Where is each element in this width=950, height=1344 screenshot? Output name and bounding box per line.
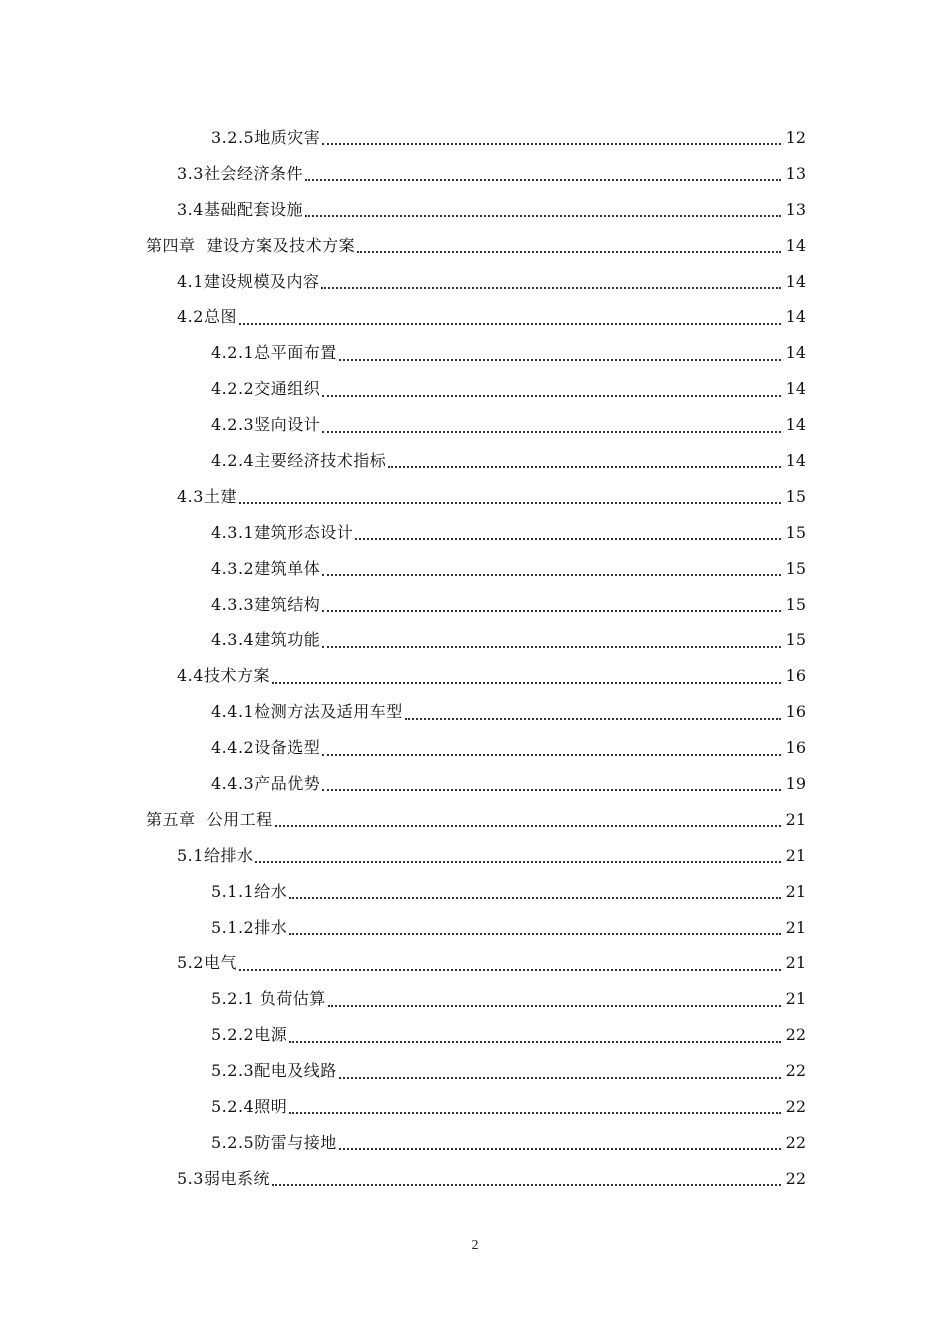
toc-entry-page: 14	[785, 379, 806, 399]
toc-entry-title: 4.4.3产品优势	[211, 773, 321, 793]
toc-entry[interactable]	[0, 838, 950, 874]
toc-entry-page: 16	[785, 702, 806, 722]
toc-entry-page: 21	[785, 809, 806, 829]
toc-dot-leader	[322, 788, 781, 791]
toc-entry[interactable]	[0, 694, 950, 730]
toc-dot-leader	[355, 537, 781, 540]
toc-entry-page: 15	[785, 486, 806, 506]
toc-entry-title: 5.2.4照明	[211, 1096, 288, 1116]
toc-entry-title: 4.2.4主要经济技术指标	[211, 450, 387, 470]
toc-entry-title: 5.2.1 负荷估算	[211, 989, 326, 1009]
toc-dot-leader	[275, 824, 781, 827]
toc-entry-page: 19	[785, 773, 806, 793]
toc-dot-leader	[239, 968, 781, 971]
toc-dot-leader	[272, 1183, 781, 1186]
toc-entry-title: 4.3.1建筑形态设计	[211, 522, 354, 542]
toc-dot-leader	[339, 1147, 781, 1150]
toc-entry-title: 4.3.2建筑单体	[211, 558, 321, 578]
toc-entry[interactable]	[0, 910, 950, 946]
toc-entry[interactable]	[0, 874, 950, 910]
toc-entry-title: 4.2总图	[177, 307, 237, 327]
toc-entry-title: 4.2.1总平面布置	[211, 343, 337, 363]
toc-dot-leader	[289, 1111, 781, 1114]
toc-entry[interactable]	[0, 1161, 950, 1197]
toc-entry[interactable]	[0, 264, 950, 300]
toc-dot-leader	[255, 860, 781, 863]
toc-entry[interactable]	[0, 551, 950, 587]
toc-chapter-entry[interactable]	[0, 228, 950, 264]
toc-entry[interactable]	[0, 1017, 950, 1053]
toc-entry[interactable]	[0, 587, 950, 623]
toc-entry-title: 4.2.2交通组织	[211, 379, 321, 399]
toc-chapter-entry[interactable]	[0, 802, 950, 838]
toc-entry[interactable]	[0, 1053, 950, 1089]
toc-entry-title: 4.4.2设备选型	[211, 738, 321, 758]
toc-entry[interactable]	[0, 407, 950, 443]
toc-dot-leader	[322, 142, 781, 145]
toc-entry-page: 14	[785, 450, 806, 470]
toc-dot-leader	[322, 753, 781, 756]
toc-entry-page: 15	[785, 558, 806, 578]
toc-entry-title: 4.4.1检测方法及适用车型	[211, 702, 403, 722]
toc-entry-page: 14	[785, 235, 806, 255]
toc-entry[interactable]	[0, 945, 950, 981]
toc-entry[interactable]	[0, 766, 950, 802]
toc-entry-page: 15	[785, 630, 806, 650]
toc-dot-leader	[328, 1004, 781, 1007]
toc-entry-title: 5.3弱电系统	[177, 1168, 270, 1188]
toc-entry-page: 21	[785, 845, 806, 865]
toc-dot-leader	[239, 322, 781, 325]
toc-dot-leader	[322, 609, 781, 612]
toc-entry-page: 15	[785, 522, 806, 542]
toc-dot-leader	[239, 501, 781, 504]
toc-entry[interactable]	[0, 192, 950, 228]
toc-entry-page: 21	[785, 881, 806, 901]
toc-entry-title: 5.2电气	[177, 953, 237, 973]
toc-entry[interactable]	[0, 1125, 950, 1161]
toc-dot-leader	[289, 896, 781, 899]
toc-dot-leader	[305, 178, 781, 181]
toc-entry-title: 5.2.3配电及线路	[211, 1061, 337, 1081]
toc-entry[interactable]	[0, 156, 950, 192]
toc-entry-title: 4.1建设规模及内容	[177, 271, 320, 291]
toc-dot-leader	[405, 717, 781, 720]
toc-entry-title: 3.2.5地质灾害	[211, 127, 321, 147]
toc-dot-leader	[339, 358, 781, 361]
toc-entry[interactable]	[0, 981, 950, 1017]
toc-entry-page: 16	[785, 738, 806, 758]
toc-dot-leader	[289, 1040, 781, 1043]
page-number: 2	[471, 1238, 479, 1253]
toc-entry-title: 3.4基础配套设施	[177, 199, 303, 219]
toc-dot-leader	[322, 430, 781, 433]
toc-entry-title: 第五章 公用工程	[146, 809, 273, 829]
toc-entry[interactable]	[0, 730, 950, 766]
toc-entry[interactable]	[0, 515, 950, 551]
toc-entry-title: 4.3土建	[177, 486, 237, 506]
toc-dot-leader	[322, 573, 781, 576]
toc-entry-title: 5.1.1给水	[211, 881, 288, 901]
toc-entry-title: 5.1给排水	[177, 845, 254, 865]
toc-entry-page: 14	[785, 415, 806, 435]
toc-entry-title: 4.3.4建筑功能	[211, 630, 321, 650]
toc-entry-page: 13	[785, 163, 806, 183]
toc-dot-leader	[357, 250, 781, 253]
table-of-contents	[0, 120, 950, 1197]
toc-dot-leader	[305, 214, 781, 217]
toc-entry-page: 22	[785, 1096, 806, 1116]
toc-dot-leader	[339, 1076, 781, 1079]
toc-entry-page: 21	[785, 953, 806, 973]
toc-dot-leader	[289, 932, 781, 935]
toc-entry-title: 4.2.3竖向设计	[211, 415, 321, 435]
toc-entry-page: 21	[785, 917, 806, 937]
toc-entry-page: 14	[785, 271, 806, 291]
toc-entry[interactable]	[0, 658, 950, 694]
toc-dot-leader	[321, 286, 781, 289]
toc-entry[interactable]	[0, 371, 950, 407]
toc-entry[interactable]	[0, 622, 950, 658]
toc-entry-title: 4.4技术方案	[177, 666, 270, 686]
toc-entry-page: 22	[785, 1025, 806, 1045]
toc-dot-leader	[322, 394, 781, 397]
toc-entry-page: 12	[785, 127, 806, 147]
toc-entry-title: 5.1.2排水	[211, 917, 288, 937]
toc-entry-title: 3.3社会经济条件	[177, 163, 303, 183]
toc-entry-page: 14	[785, 343, 806, 363]
toc-entry-page: 21	[785, 989, 806, 1009]
toc-entry[interactable]	[0, 443, 950, 479]
toc-entry[interactable]	[0, 120, 950, 156]
toc-entry-title: 5.2.5防雷与接地	[211, 1132, 337, 1152]
toc-entry-page: 16	[785, 666, 806, 686]
toc-entry-page: 13	[785, 199, 806, 219]
toc-entry[interactable]	[0, 299, 950, 335]
toc-entry-title: 5.2.2电源	[211, 1025, 288, 1045]
toc-entry-page: 22	[785, 1061, 806, 1081]
toc-entry[interactable]	[0, 335, 950, 371]
toc-dot-leader	[322, 645, 781, 648]
toc-entry-page: 22	[785, 1132, 806, 1152]
toc-entry-page: 14	[785, 307, 806, 327]
toc-entry-page: 22	[785, 1168, 806, 1188]
toc-entry-title: 4.3.3建筑结构	[211, 594, 321, 614]
toc-dot-leader	[272, 681, 781, 684]
toc-dot-leader	[388, 465, 781, 468]
toc-entry-page: 15	[785, 594, 806, 614]
toc-entry-title: 第四章 建设方案及技术方案	[146, 235, 356, 255]
toc-entry[interactable]	[0, 479, 950, 515]
toc-entry[interactable]	[0, 1089, 950, 1125]
